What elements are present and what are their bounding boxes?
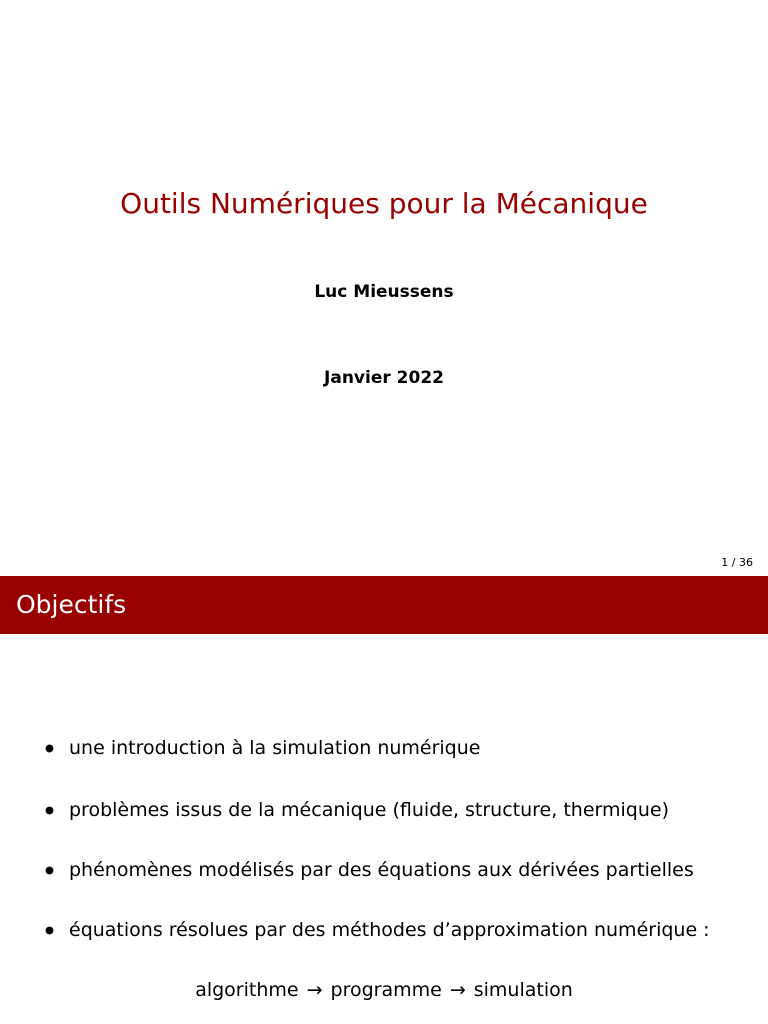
list-item — [46, 856, 694, 884]
frame-header-bar — [0, 576, 768, 634]
right-arrow-icon: → — [306, 979, 323, 1001]
list-item-text: équations résolues par des méthodes d’approximation numérique : — [69, 919, 710, 941]
bullet-dot-icon — [46, 927, 53, 934]
workflow-step-simulation: simulation — [473, 979, 573, 1001]
list-item — [46, 734, 480, 762]
right-arrow-icon: → — [449, 979, 466, 1001]
workflow-step-algorithm: algorithme — [195, 979, 299, 1001]
workflow-step-program: programme — [330, 979, 442, 1001]
bullet-dot-icon — [46, 745, 53, 752]
list-item-text: phénomènes modélisés par des équations aux dérivées partielles — [69, 859, 694, 881]
presentation-date: Janvier 2022 — [324, 368, 444, 388]
bullet-dot-icon — [46, 867, 53, 874]
frame-title: Objectifs — [16, 590, 127, 619]
page-number: 1 / 36 — [721, 556, 753, 569]
bullet-dot-icon — [46, 807, 53, 814]
list-item — [46, 916, 710, 944]
list-item-text: une introduction à la simulation numérique — [69, 737, 481, 759]
presentation-title: Outils Numériques pour la Mécanique — [120, 187, 648, 220]
objectives-slide — [0, 576, 768, 1024]
workflow-line — [0, 976, 768, 1004]
list-item-text: problèmes issus de la mécanique (fluide, structure, thermique) — [69, 799, 669, 821]
author-name: Luc Mieussens — [314, 282, 454, 302]
list-item — [46, 796, 669, 824]
